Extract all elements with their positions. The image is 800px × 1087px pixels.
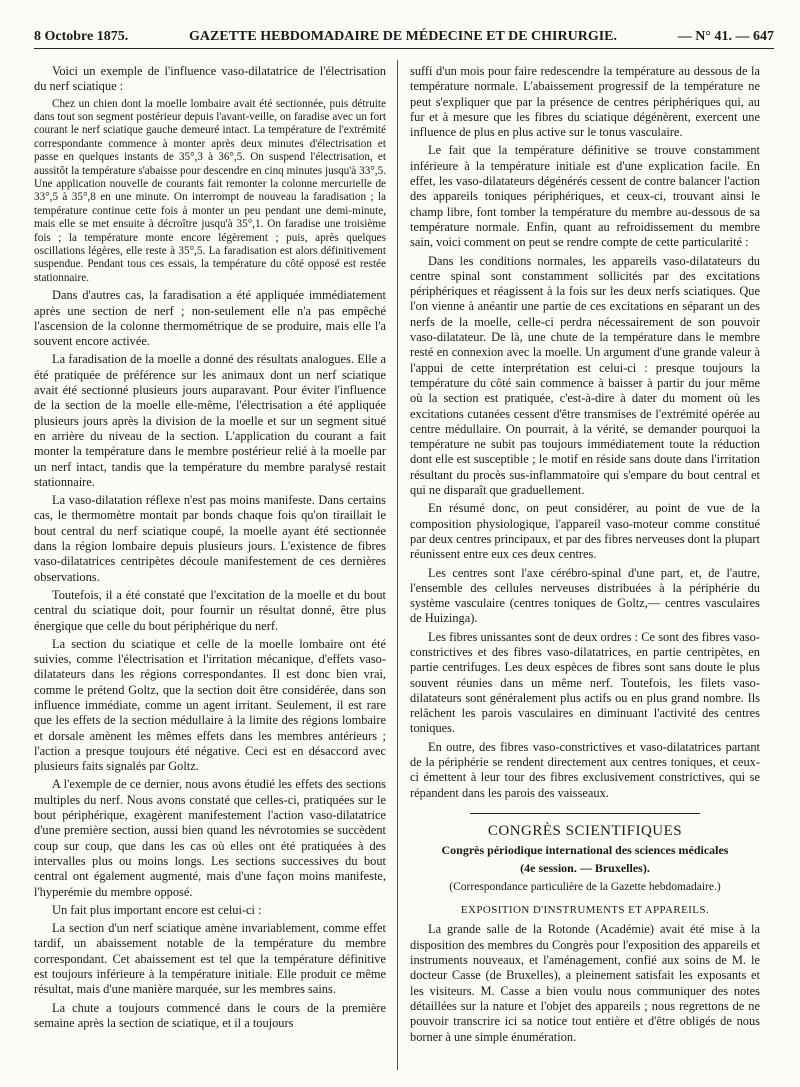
paragraph: La section du sciatique et celle de la moelle lombaire ont été suivies, comme l'électrisation et l'irritation mécanique, d'effets vaso-dilatateurs dans les régions correspondantes. Il est donc bien vrai, comme le prétend Goltz, que la section doit être considérée, dans son influence immédiate, comme un agent irritant. Seulement, il est rare que les effets de la section médullaire à la limite des régions lombaire et dorsale amènent les mêmes effets dans les membres antérieurs ; l'action a presque toujours été négative. Ceci est en désaccord avec plusieurs faits signalés par Goltz. [34,636,386,774]
paragraph: La chute a toujours commencé dans le cours de la première semaine après la section de sciatique, et il a toujours [34,1000,386,1030]
correspondence-note: (Correspondance particulière de la Gazette hebdomadaire.) [449,880,721,893]
paragraph: Le fait que la température définitive se trouve constamment inférieure à la température initiale est d'une explication facile. En effet, les vaso-dilatateurs dégénérés cessent de contre balancer l'action des appareils toniques périphériques, et ceux-ci, trouvant ainsi le champ libre, font tomber la température du membre au-dessous de sa température normale. Enfin, quant au refroidissement du membre sain, voici comment on peut se rendre compte de cette particularité : [410,143,760,250]
paragraph: La faradisation de la moelle a donné des résultats analogues. Elle a été pratiquée de préférence sur les animaux dont un nerf sciatique avait été sectionné plusieurs jours auparavant. Pour éviter l'influence de la section de la moelle elle-même, l'électrisation a été appliquée plusieurs jours après la division de la moelle et sur un segment situé en arrière du niveau de la section. L'application du courant a fait monter la température dans le membre postérieur relié à la moelle par un nerf intact, tandis que la température du membre paralysé restait stationnaire. [34,352,386,489]
paragraph: A l'exemple de ce dernier, nous avons étudié les effets des sections multiples du nerf. Nous avons constaté que celles-ci, pratiquées sur le bout périphérique, exagèrent manifestement l'action vaso-dilatatrice d'une première section, aussi bien quand les névrotomies se succèdent coup sur coup, que dans les cas où elles ont été pratiquées à des intervalles plus ou moins longs. Les sections successives du bout central ont également augmenté, mais d'une façon moins manifeste, l'hyperémie du membre opposé. [34,777,386,899]
paragraph: suffi d'un mois pour faire redescendre la température au dessous de la température normale. L'abaissement progressif de la température ne peut s'expliquer que par la présence de centres périphériques qui, au fur et à mesure que les fibres du sciatique dégénèrent, exercent une influence de plus en plus active sur le tonus vasculaire. [410,64,760,140]
paragraph: La grande salle de la Rotonde (Académie) avait été mise à la disposition des membres du Congrès pour l'exposition des appareils et instruments nouveaux, et l'aménagement, confié aux soins de M. le docteur Casse (de Bruxelles), a pleinement satisfait les exposants et les visiteurs. M. Casse a bien voulu nous communiquer des notes détaillées sur la nature et l'objet des appareils ; nous regrettons de ne pouvoir transcrire ici sa notice tout entière et d'être obligés de nous borner à une simple énumération. [410,922,760,1044]
section-subtitle: Congrès périodique international des sciences médicales [441,843,729,858]
paragraph: En résumé donc, on peut considérer, au point de vue de la composition physiologique, l'appareil vaso-moteur comme constitué par deux centres principaux, et par des fibres nerveuses dont la plupart réunissent entre eux ces deux centres. [410,501,760,562]
paragraph: La section d'un nerf sciatique amène invariablement, comme effet tardif, un abaissement notable de la température du membre correspondant. Cet abaissement est tel que la température définitive est toujours inférieure à la température initiale. Elle produit ce même résultat, mais d'une manière marquée, sur les membres sains. [34,921,386,997]
header-journal-title: GAZETTE HEBDOMADAIRE DE MÉDECINE ET DE CHIRURGIE. [189,29,617,44]
paragraph: Voici un exemple de l'influence vaso-dilatatrice de l'électrisation du nerf sciatique : [34,64,386,94]
header-issue-page [678,29,774,45]
section-rule [470,813,700,814]
right-column [410,64,760,1048]
subsection-heading: EXPOSITION D'INSTRUMENTS ET APPAREILS. [460,904,710,917]
paragraph: Les fibres unissantes sont de deux ordres : Ce sont des fibres vaso-constrictives et des fibres vaso-dilatatrices, en partie centripètes, en partie centrifuges. Les deux espèces de fibres sont sans doute le plus souvent réunies dans un même nerf. Toutefois, les filets vaso-dilatateurs sont généralement plus actifs ou en plus grand nombre. Ils relâchent les parois vasculaires en diminuant l'activité des centres toniques. [410,629,760,736]
paragraph: Toutefois, il a été constaté que l'excitation de la moelle et du bout central du sciatique doit, pour fournir un résultat donné, être plus énergique que celle du bout périphérique du nerf. [34,587,386,633]
header-date: 8 Octobre 1875. [34,29,129,44]
header-issue: — N° 41. — [677,29,750,44]
paragraph: Les centres sont l'axe cérébro-spinal d'une part, et, de l'autre, l'ensemble des cellules nerveuses distribuées à la périphérie du système vasculaire (centres toniques de Goltz,— centres vasculaires de Huizinga). [410,565,760,626]
column-divider [397,60,398,1070]
left-column [34,64,386,1034]
page-header [34,26,774,49]
section-title: CONGRÈS SCIENTIFIQUES [487,822,683,839]
experiment-paragraph: Chez un chien dont la moelle lombaire avait été sectionnée, puis détruite dans tout son segment postérieur depuis l'avant-veille, on faradise avec un fort courant le nerf sciatique gauche demeuré intact. La température de l'extrémité correspondante commence à monter après deux minutes d'électrisation et passe en quelques instants de 35°,3 à 36°,5. On suspend l'électrisation, et aussitôt la température s'abaisse pour descendre en cinq minutes jusqu'à 33°,5. Une application nouvelle de courants fait remonter la colonne mercurielle de 33°,5 à 35°,8 en une minute. On interrompt de nouveau la faradisation ; la température continue cette fois à monter un peu pendant une demi-minute, mais elle se met ensuite à décroître jusqu'à 35°,1. On faradise une troisième fois ; la température monte encore légèrement ; puis, après quelques oscillations légères, elle reste à 35°,5. La faradisation est alors définitivement suspendue. Pendant tous ces essais, la température du côté opposé est restée stationnaire. [34,97,386,284]
paragraph: Dans les conditions normales, les appareils vaso-dilatateurs du centre spinal sont constamment sollicités par des excitations périphériques et réagissent à la fois sur les deux nerfs sciatiques. Que l'on vienne à anéantir une partie de ces excitations en séparant un des nerfs de la moelle, celle-ci perdra nécessairement de son pouvoir vaso-dilatateur. De là, une chute de la température dans le membre resté en connexion avec la moelle. Un argument d'une grande valeur à l'appui de cette interprétation est celui-ci : presque toujours la température du côté sain commence à baisser à partir du jour même où la section est pratiquée, c'est-à-dire à dater du moment où les excitations cutanées cessent d'être transmises de l'extrémité opérée au centre médullaire. On pourrait, à la vérité, se demander pourquoi la température ne subit pas toujours immédiatement toute la réduction dont elle est susceptible ; le motif en réside sans doute dans l'irritation résultant du procès sus-inflammatoire qui s'empare du bout central et qui ne disparaît que graduellement. [410,253,760,498]
paragraph: En outre, des fibres vaso-constrictives et vaso-dilatatrices partant de la périphérie se rendent directement aux centres toniques, et ceux-ci émettent à leur tour des fibres exclusivement constrictives, qui se répandent dans les parois des vaisseaux. [410,739,760,800]
section-session: (4e session. — Bruxelles). [520,860,650,875]
paragraph: La vaso-dilatation réflexe n'est pas moins manifeste. Dans certains cas, le thermomètre montait par bonds chaque fois qu'on tiraillait le bout central du nerf sciatique coupé, la moelle ayant été sectionnée dans la région lombaire depuis plusieurs jours. L'existence de fibres vaso-dilatatrices centripètes découle manifestement de ces dernières observations. [34,493,386,584]
header-page-number: 647 [753,29,774,44]
paragraph: Dans d'autres cas, la faradisation a été appliquée immédiatement après une section de nerf ; non-seulement elle n'a pas empêché l'ascension de la colonne thermométrique de se produire, mais elle l'a souvent encore activée. [34,288,386,349]
paragraph: Un fait plus important encore est celui-ci : [52,902,262,917]
